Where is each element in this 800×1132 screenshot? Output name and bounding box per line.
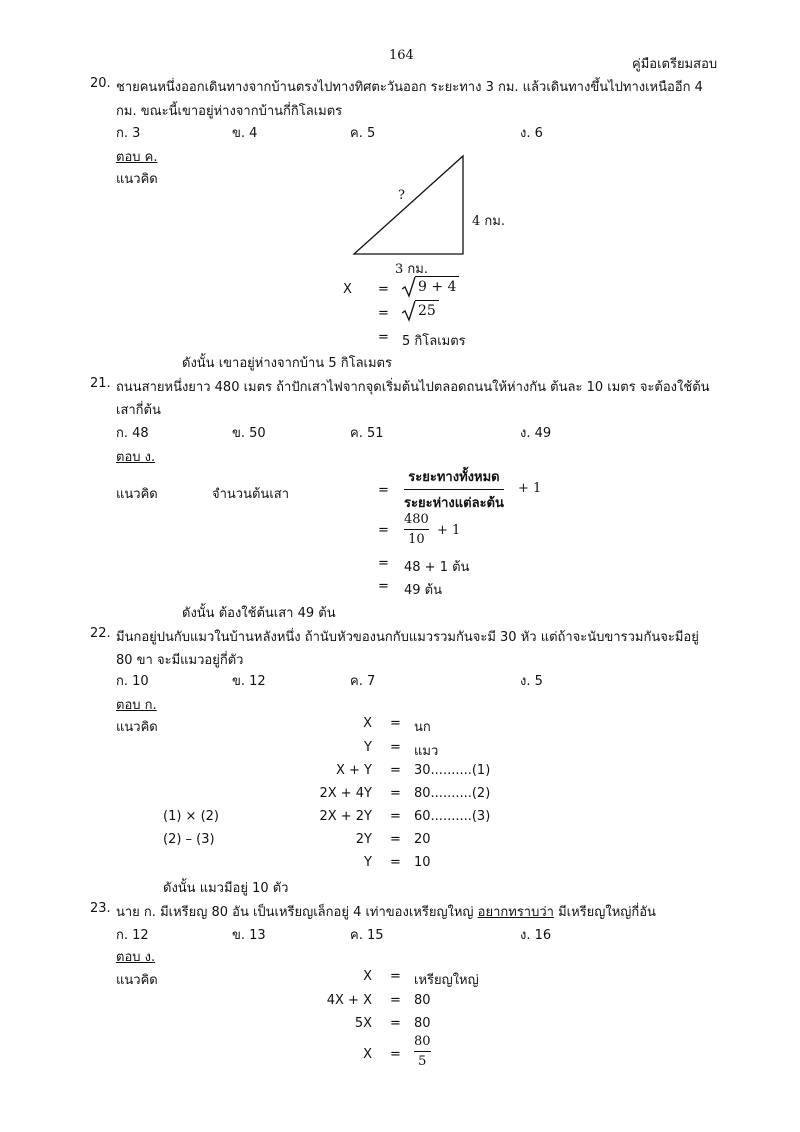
q22-row-6-eq: = (390, 832, 401, 847)
q23-row-4-lhs: X (363, 1047, 372, 1062)
q22-number: 22. (90, 626, 111, 641)
q22-row-2-rhs: แมว (414, 744, 439, 759)
q22-row-1-rhs: นก (414, 720, 431, 735)
q21-text-line1: ถนนสายหนึ่งยาว 480 เมตร ถ้าปักเสาไฟจากจุดเริ่มต้นไปตลอดถนนให้ห่างกัน ต้นละ 10 เมตร จะต้องใช้ต้น (116, 380, 710, 395)
fraction-bar (414, 1051, 431, 1052)
q20-sqrt-radicand-1: 9 + 4 (415, 276, 459, 295)
q23-method-label: แนวคิด (116, 973, 158, 988)
q20-calc-eq-3: = (378, 330, 389, 345)
q22-answer: ตอบ ก. (116, 698, 157, 713)
q20-answer: ตอบ ค. (116, 150, 158, 165)
q23-choice-b: ข. 13 (232, 928, 266, 943)
q21-subject: จำนวนต้นเสา (212, 487, 289, 502)
q21-eq-3: = (378, 556, 389, 571)
q21-eq-1: = (378, 483, 389, 498)
q22-conclusion: ดังนั้น แมวมีอยู่ 10 ตัว (163, 881, 289, 896)
q20-number: 20. (90, 76, 111, 91)
q21-value-denominator: 10 (408, 532, 425, 547)
q22-row-4-lhs: 2X + 4Y (319, 786, 372, 801)
fraction-bar (404, 489, 504, 490)
q23-row-1-lhs: X (363, 969, 372, 984)
q21-number: 21. (90, 376, 111, 391)
q21-value-numerator: 480 (404, 512, 429, 527)
q21-choice-b: ข. 50 (232, 426, 266, 441)
q22-text-line1: มีนกอยู่ปนกับแมวในบ้านหลังหนึ่ง ถ้านับหัวของนกกับแมวรวมกันจะมี 30 หัว แต่ถ้าจะนับขารวมกันจะมีอยู่ (116, 630, 699, 645)
q22-row-5-lhs: 2X + 2Y (319, 809, 372, 824)
q21-method-label: แนวคิด (116, 487, 158, 502)
q20-calc-eq-1: = (378, 282, 389, 297)
q22-row-7-lhs: Y (364, 855, 372, 870)
q22-text-line2: 80 ขา จะมีแมวอยู่กี่ตัว (116, 653, 244, 668)
q23-row-2-eq: = (390, 993, 401, 1008)
q22-row-2-lhs: Y (364, 740, 372, 755)
q20-choice-a: ก. 3 (116, 126, 141, 141)
q22-method-label: แนวคิด (116, 720, 158, 735)
q20-method-label: แนวคิด (116, 172, 158, 187)
q20-calc-eq-2: = (378, 306, 389, 321)
q20-calc-var: X (343, 282, 352, 297)
q22-row-3-rhs: 30..........(1) (414, 763, 491, 778)
q22-row-7-rhs: 10 (414, 855, 431, 870)
q22-choice-c: ค. 7 (350, 674, 376, 689)
q21-formula-numerator: ระยะทางทั้งหมด (408, 470, 500, 485)
q22-row-3-lhs: X + Y (335, 763, 372, 778)
q22-row-4-rhs: 80..........(2) (414, 786, 491, 801)
q22-row-6-rhs: 20 (414, 832, 431, 847)
q23-row-2-rhs: 80 (414, 993, 431, 1008)
q23-row-3-eq: = (390, 1016, 401, 1031)
q20-text-line1: ชายคนหนึ่งออกเดินทางจากบ้านตรงไปทางทิศตะวันออก ระยะทาง 3 กม. แล้วเดินทางขึ้นไปทางเหนืออีก 4 (116, 80, 703, 95)
q21-value-fraction (404, 512, 429, 547)
q23-row-2-lhs: 4X + X (326, 993, 372, 1008)
q23-choice-a: ก. 12 (116, 928, 149, 943)
q20-hypotenuse-label: ? (398, 188, 405, 203)
q21-choice-d: ง. 49 (520, 426, 552, 441)
q22-row-5-note: (1) × (2) (163, 809, 219, 824)
q22-row-6-lhs: 2Y (355, 832, 372, 847)
q21-step3: 48 + 1 ต้น (404, 560, 470, 575)
q20-base-label: 3 กม. (395, 262, 428, 277)
q22-row-7-eq: = (390, 855, 401, 870)
q20-choice-b: ข. 4 (232, 126, 258, 141)
q23-row-4-eq: = (390, 1047, 401, 1062)
q20-side-label: 4 กม. (472, 214, 505, 229)
q22-row-5-rhs: 60..........(3) (414, 809, 491, 824)
q20-conclusion: ดังนั้น เขาอยู่ห่างจากบ้าน 5 กิโลเมตร (182, 356, 392, 371)
q23-choice-c: ค. 15 (350, 928, 384, 943)
q22-row-1-lhs: X (363, 716, 372, 731)
q23-text-line1 (116, 901, 656, 922)
q23-text-part1: นาย ก. มีเหรียญ 80 อัน เป็นเหรียญเล็กอยู่ 4 เท่าของเหรียญใหญ่ (116, 905, 478, 920)
q23-answer-fraction (414, 1034, 431, 1069)
page-number: 164 (389, 48, 414, 63)
q21-conclusion: ดังนั้น ต้องใช้ต้นเสา 49 ต้น (182, 606, 336, 621)
q20-triangle-figure (350, 150, 470, 260)
q21-text-line2: เสากี่ต้น (116, 403, 161, 418)
q21-answer: ตอบ ง. (116, 450, 156, 465)
q23-fraction-denominator: 5 (418, 1054, 427, 1069)
q20-choice-c: ค. 5 (350, 126, 376, 141)
q23-row-3-rhs: 80 (414, 1016, 431, 1031)
q22-choice-b: ข. 12 (232, 674, 266, 689)
q23-row-3-lhs: 5X (354, 1016, 372, 1031)
q22-row-4-eq: = (390, 786, 401, 801)
q20-text-line2: กม. ขณะนี้เขาอยู่ห่างจากบ้านกี่กิโลเมตร (116, 104, 343, 119)
q21-step4: 49 ต้น (404, 583, 443, 598)
q21-eq-2: = (378, 523, 389, 538)
q21-eq-4: = (378, 579, 389, 594)
q22-choice-a: ก. 10 (116, 674, 149, 689)
q23-text-part3: มีเหรียญใหญ่กี่อัน (553, 905, 656, 920)
q22-row-2-eq: = (390, 740, 401, 755)
q20-sqrt-radicand-2: 25 (415, 300, 439, 319)
q22-choice-d: ง. 5 (520, 674, 543, 689)
q23-row-1-rhs: เหรียญใหญ่ (414, 973, 479, 988)
q22-row-3-eq: = (390, 763, 401, 778)
q23-answer: ตอบ ง. (116, 950, 156, 965)
q23-fraction-numerator: 80 (414, 1034, 431, 1049)
q21-formula-fraction (404, 466, 504, 513)
q22-row-5-eq: = (390, 809, 401, 824)
q20-choice-d: ง. 6 (520, 126, 543, 141)
q22-row-1-eq: = (390, 716, 401, 731)
q22-row-6-note: (2) – (3) (163, 832, 215, 847)
q23-choice-d: ง. 16 (520, 928, 552, 943)
q20-calc-result: 5 กิโลเมตร (402, 334, 466, 349)
book-title: คู่มือเตรียมสอบ (632, 57, 718, 72)
q21-plus-one-2: + 1 (437, 523, 461, 538)
q21-choice-c: ค. 51 (350, 426, 384, 441)
q21-plus-one-1: + 1 (518, 481, 542, 496)
q23-text-underlined: อยากทราบว่า (477, 905, 554, 920)
fraction-bar (404, 529, 429, 530)
q21-choice-a: ก. 48 (116, 426, 149, 441)
q23-number: 23. (90, 901, 111, 916)
q21-formula-denominator: ระยะห่างแต่ละต้น (404, 496, 504, 511)
q23-row-1-eq: = (390, 969, 401, 984)
